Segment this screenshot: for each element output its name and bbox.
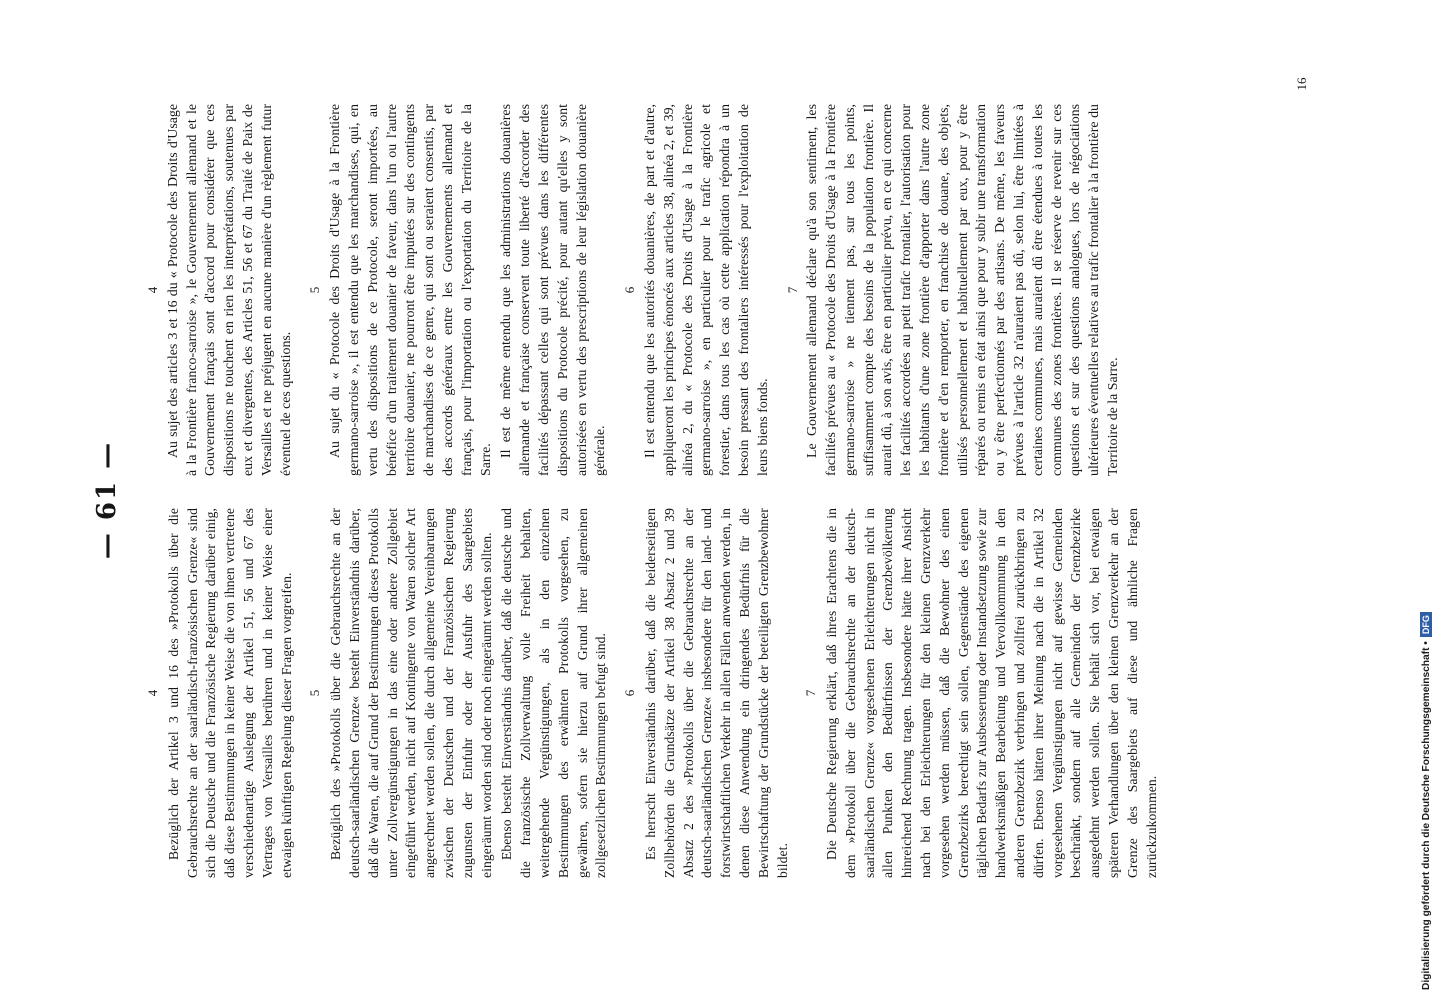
section-heading: 5 [307,286,323,294]
rotated-page [62,62,1318,938]
paragraph: Es herrscht Einverständnis darüber, daß die beiderseitigen Zollbehörden die Grundsätze der Artikel 38 Absatz 2 und 39 Absatz 2 des »Protokolls über die Gebrauchsrechte an der deutsch-saarländischen Grenze« insbesondere für den land- und forstwirtschaftlichen Verkehr in allen Fällen anwenden werden, in denen diese Anwendung ein dringendes Bedürfnis für die Bewirtschaftung der Grundstücke der beteiligten Grenzbewohner bildet. [642,508,790,878]
paragraph: Ebenso besteht Einverständnis darüber, daß die deutsche und die französische Zollverwaltung volle Freiheit behalten, weitergehende Vergünstigungen, als in den einzelnen Bestimmungen des erwähnten Protokolls vorgesehen, zu gewähren, sofern sie hierzu auf Grund ihrer allgemeinen zollgesetzlichen Bestimmungen befugt sind. [499,508,609,878]
paragraph: Bezüglich des »Protokolls über die Gebrauchsrechte an der deutsch-saarländischen Grenze« besteht Einverständnis darüber, daß die Waren, die auf Grund der Bestimmungen dieses Protokolls unter Zollvergünstigungen in das eine oder andere Zollgebiet eingeführt werden, nicht auf Kontingente von Waren solcher Art angerechnet werden sollen, die durch allgemeine Vereinbarungen zwischen der Deutschen und der Französischen Regierung zugunsten der Einfuhr oder der Ausfuhr des Saargebiets eingeräumt worden sind oder noch eingeräumt werden sollten. [328,508,494,878]
page-number: — 61 — [92,440,122,560]
section-heading: 5 [307,689,323,697]
credit-text: Digitalisierung gefördert durch die Deutsche Forschungsgemeinschaft • [1421,641,1432,990]
section-heading: 7 [784,286,800,294]
section-heading: 6 [622,689,638,697]
french-column [144,104,1126,476]
paragraph: Die Deutsche Regierung erklärt, daß ihres Erachtens die in dem »Protokoll über die Gebrauchsrechte an der deutsch-saarländischen Grenze« vorgesehenen Erleichterungen nicht in allen Punkten den Bedürfnissen der Grenzbevölkerung hinreichend Rechnung tragen. Insbesondere hätte ihrer Ansicht nach bei den Erleichterungen für den kleinen Grenzverkehr vorgesehen werden müssen, daß die Bewohner des einen Grenzbezirks berechtigt sein sollen, Gegenstände des eigenen täglichen Bedarfs zur Ausbesserung oder Instandsetzung sowie zur handwerksmäßigen Bearbeitung und Vervollkommnung in den anderen Grenzbezirk verbringen und zollfrei zurückbringen zu dürfen. Ebenso hätten ihrer Meinung nach die in Artikel 32 vorgesehenen Vergünstigungen nicht auf gewisse Gemeinden beschränkt, sondern auf alle Gemeinden der Grenzbezirke ausgedehnt werden sollen. Sie behält sich vor, bei etwaigen späteren Verhandlungen über den kleinen Grenzverkehr an der Grenze des Saargebiets auf diese und ähnliche Fragen zurückzukommen. [824,508,1159,878]
paragraph: Bezüglich der Artikel 3 und 16 des »Protokolls über die Gebrauchsrechte an der saarländisch-französischen Grenze« sind sich die Deutsche und die Französische Regierung darüber einig, daß diese Bestimmungen in keiner Weise die von ihnen vertretene verschiedenartige Auslegung der Artikel 51, 56 und 67 des Vertrages von Versailles berühren und in keiner Weise einer etwaigen künftigen Regelung dieser Fragen vorgreifen. [165,508,294,878]
dfg-logo-badge: DFG [1420,612,1432,637]
footer-page-number: 16 [1294,77,1309,91]
section-heading: 7 [803,689,819,697]
paragraph: Au sujet du « Protocole des Droits d'Usage à la Frontière germano-sarroise », il est entendu que les marchandises, qui, en vertu des dispositions de ce Protocole, seront importées, au bénéfice d'un traitement douanier de faveur, dans l'un ou l'autre territoire douanier, ne pourront être imputées sur des contingents de marchandises de ce genre, qui sont ou seraient consentis, par des accords généraux entre les Gouvernements allemand et français, pour l'importation ou l'exportation du Territoire de la Sarre. [328,104,494,476]
paragraph: Il est entendu que les autorités douanières, de part et d'autre, appliqueront les principes énoncés aux articles 38, alinéa 2, et 39, alinéa 2, du « Protocole des Droits d'Usage à la Frontière germano-sarroise », en particulier pour le trafic agricole et forestier, dans tous les cas où cette application répondra à un besoin pressant des frontaliers intéressés pour l'exploitation de leurs biens fonds. [642,104,771,476]
paragraph: Le Gouvernement allemand déclare qu'à son sentiment, les facilités prévues au « Protocole des Droits d'Usage à la Frontière germano-sarroise » ne tiennent pas, sur tous les points, suffisamment compte des besoins de la population frontière. Il aurait dû, à son avis, être en particulier prévu, en ce qui concerne les facilités accordées au petit trafic frontalier, l'autorisation pour les habitants d'une zone frontière d'apporter dans l'autre zone frontière et d'en remporter, en franchise de douane, des objets, utilisés personnellement et habituellement par eux, pour y être réparés ou remis en état ainsi que pour y subir une transformation ou y être perfectionnés par des artisans. De même, les faveurs prévues à l'article 32 n'auraient pas dû, selon lui, être limitées à certaines communes, mais auraient dû être étendues à toutes les communes des zones frontières. Il se réserve de revenir sur ces questions et sur des questions analogues, lors de négociations ultérieures éventuelles relatives au trafic frontalier à la frontière du Territoire de la Sarre. [805,104,1122,476]
paragraph: Il est de même entendu que les administrations douanières allemande et française conservent toute liberté d'accorder des facilités dépassant celles qui sont prévues dans les différentes dispositions du Protocole précité, pour autant qu'elles y sont autorisées en vertu des prescriptions de leur législation douanière générale. [499,104,609,476]
section-heading: 6 [622,286,638,294]
digitization-credit [1419,10,1434,990]
german-column [144,508,1163,878]
paragraph: Au sujet des articles 3 et 16 du « Protocole des Droits d'Usage à la Frontière franco-sarroise », le Gouvernement allemand et le Gouvernement français sont d'accord pour considérer que ces dispositions ne touchent en rien les interprétations, soutenues par eux et divergentes, des Articles 51, 56 et 67 du Traité de Paix de Versailles et ne préjugent en aucune manière d'un règlement futur éventuel de ces questions. [165,104,294,476]
section-heading: 4 [145,286,160,294]
section-heading: 4 [145,689,160,697]
